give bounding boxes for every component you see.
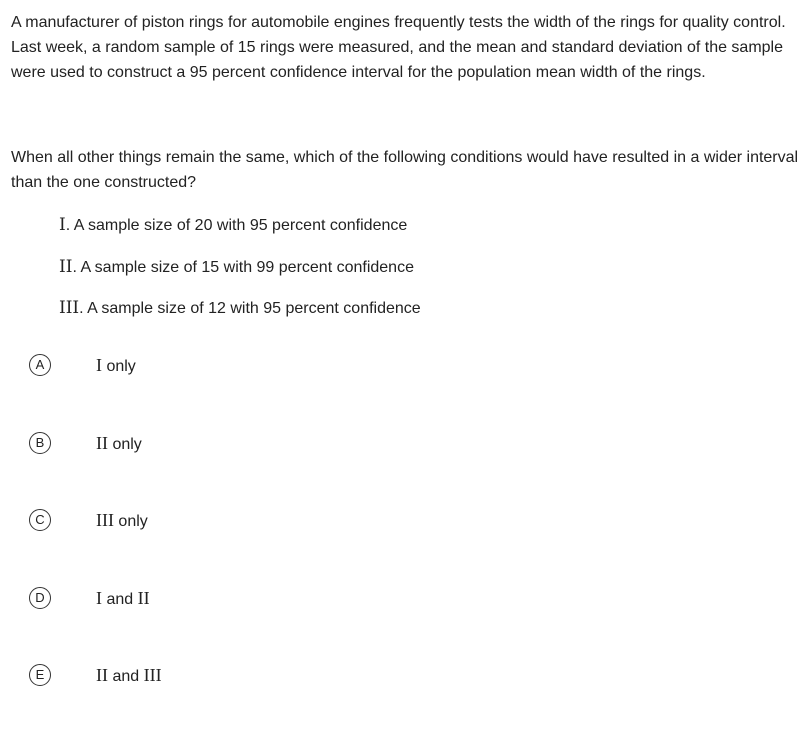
statement-text: . A sample size of 12 with 95 percent confidence: [79, 300, 421, 317]
statement-item: [59, 211, 421, 253]
statement-numeral: II: [59, 256, 73, 277]
choice-numeral-second: III: [143, 665, 162, 686]
choice-numeral: I: [96, 355, 102, 375]
choice-word: only: [108, 435, 142, 453]
choice-numeral: II: [96, 432, 108, 453]
choice-text[interactable]: [96, 506, 148, 536]
choice-word: only: [102, 358, 136, 375]
statement-numeral: I: [59, 215, 66, 235]
statement-text: . A sample size of 20 with 95 percent confidence: [65, 217, 408, 234]
statement-text: . A sample size of 15 with 99 percent confidence: [72, 258, 414, 276]
choice-word: only: [113, 513, 148, 531]
choice-numeral: I: [96, 587, 102, 608]
statement-item: [59, 253, 421, 295]
question-prompt: When all other things remain the same, which of the following conditions would have resulted in a wider interval than the one constructed?: [11, 149, 799, 191]
choice-text[interactable]: [96, 661, 162, 691]
statement-item: [59, 294, 421, 336]
choice-letter-bubble[interactable]: B: [29, 432, 51, 454]
statement-numeral: III: [59, 298, 80, 318]
choice-text[interactable]: [96, 351, 136, 381]
choice-text[interactable]: [96, 584, 150, 614]
question-stem: A manufacturer of piston rings for automobile engines frequently tests the width of the rings for quality control. Last week, a random sample of 15 rings were measured, and the mean and standard deviation of the sample were used to construct a 95 percent confidence interval for the population mean width of the rings.: [11, 14, 786, 81]
choice-letter-bubble[interactable]: C: [29, 509, 51, 531]
choice-word: and: [102, 590, 138, 608]
choice-letter-bubble[interactable]: E: [29, 664, 51, 686]
choice-numeral-second: II: [137, 587, 150, 608]
statement-list: [59, 211, 421, 336]
choice-numeral: II: [96, 665, 108, 686]
choice-word: and: [108, 668, 144, 686]
choice-numeral: III: [96, 510, 114, 531]
choice-text[interactable]: [96, 429, 142, 459]
choice-letter-bubble[interactable]: D: [29, 587, 51, 609]
choice-letter-bubble[interactable]: A: [29, 354, 51, 376]
